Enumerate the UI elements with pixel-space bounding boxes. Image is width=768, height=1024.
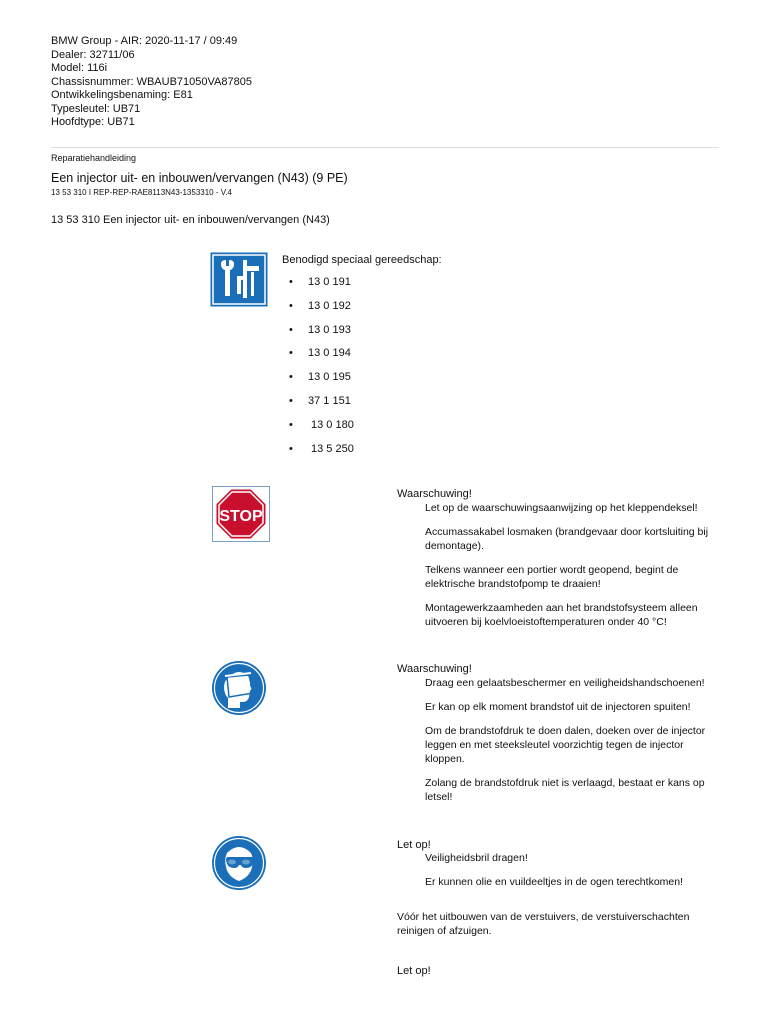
header-line-dealer: Dealer: 32711/06 [51,48,135,61]
warning-paragraph: Er kan op elk moment brandstof uit de injectoren spuiten! [425,701,691,713]
face-shield-icon [210,660,268,716]
warning-paragraph: Draag een gelaatsbeschermer en veiligheidshandschoenen! [425,677,705,689]
tool-item: • 13 0 195 [289,371,354,395]
tool-item: • 13 0 194 [289,347,354,371]
tools-heading: Benodigd speciaal gereedschap: [282,254,442,266]
header-line-type-key: Typesleutel: UB71 [51,102,141,115]
tool-item: • 13 0 192 [289,300,354,324]
warning-paragraph: Zolang de brandstofdruk niet is verlaagd, bestaat er kans op letsel! [425,777,705,803]
tool-item: • 13 0 191 [289,276,354,300]
tools-list [289,276,354,466]
tool-item: • 37 1 151 [289,395,354,419]
warning-paragraph: Let op de waarschuwingsaanwijzing op het kleppendeksel! [425,502,698,514]
page-title: Een injector uit- en inbouwen/vervangen (N43) (9 PE) [51,171,348,185]
procedure-subtitle: 13 53 310 Een injector uit- en inbouwen/vervangen (N43) [51,214,330,226]
header-line-chassis: Chassisnummer: WBAUB71050VA87805 [51,75,252,88]
warning-paragraph: Telkens wanneer een portier wordt geopend, begint de elektrische brandstofpomp te draaien! [425,564,679,590]
warning-body [425,676,725,814]
warning-paragraph: Montagewerkzaamheden aan het brandstofsysteem alleen uitvoeren bij koelvloeistoftemperaturen onder 40 °C! [425,602,698,628]
tool-item: • 13 0 193 [289,324,354,348]
vehicle-header [51,35,252,130]
warning-heading: Waarschuwing! [397,488,472,500]
divider [51,147,719,148]
tool-item: • 13 5 250 [289,443,354,467]
final-caution-heading: Let op! [397,965,431,977]
caution-paragraph: Veiligheidsbril dragen! [425,852,528,864]
stop-sign-text: STOP [219,508,263,525]
header-line-model: Model: 116i [51,62,108,74]
procedure-note: Vóór het uitbouwen van de verstuivers, de verstuiverschachten reinigen of afzuigen. [397,911,690,937]
caution-body [425,851,725,899]
warning-heading: Waarschuwing! [397,663,472,675]
warning-paragraph: Om de brandstofdruk te doen dalen, doeken over de injector leggen en met steeksleutel voorzichtig tegen de injector kloppen. [425,725,706,765]
safety-goggles-icon [210,835,268,891]
warning-body [425,501,725,639]
header-line-main-type: Hoofdtype: UB71 [51,116,135,128]
tool-item: • 13 0 180 [289,419,354,443]
section-label: Reparatiehandleiding [51,153,137,163]
header-line-development-name: Ontwikkelingsbenaming: E81 [51,89,193,101]
stop-icon [212,486,270,542]
document-id: 13 53 310 I REP-REP-RAE8113N43-1353310 - V.4 [51,188,233,197]
header-line-air: BMW Group - AIR: 2020-11-17 / 09:49 [51,35,238,47]
special-tools-icon [210,252,268,307]
warning-paragraph: Accumassakabel losmaken (brandgevaar door kortsluiting bij demontage). [425,526,709,552]
caution-paragraph: Er kunnen olie en vuildeeltjes in de ogen terechtkomen! [425,876,683,888]
caution-heading: Let op! [397,839,431,851]
